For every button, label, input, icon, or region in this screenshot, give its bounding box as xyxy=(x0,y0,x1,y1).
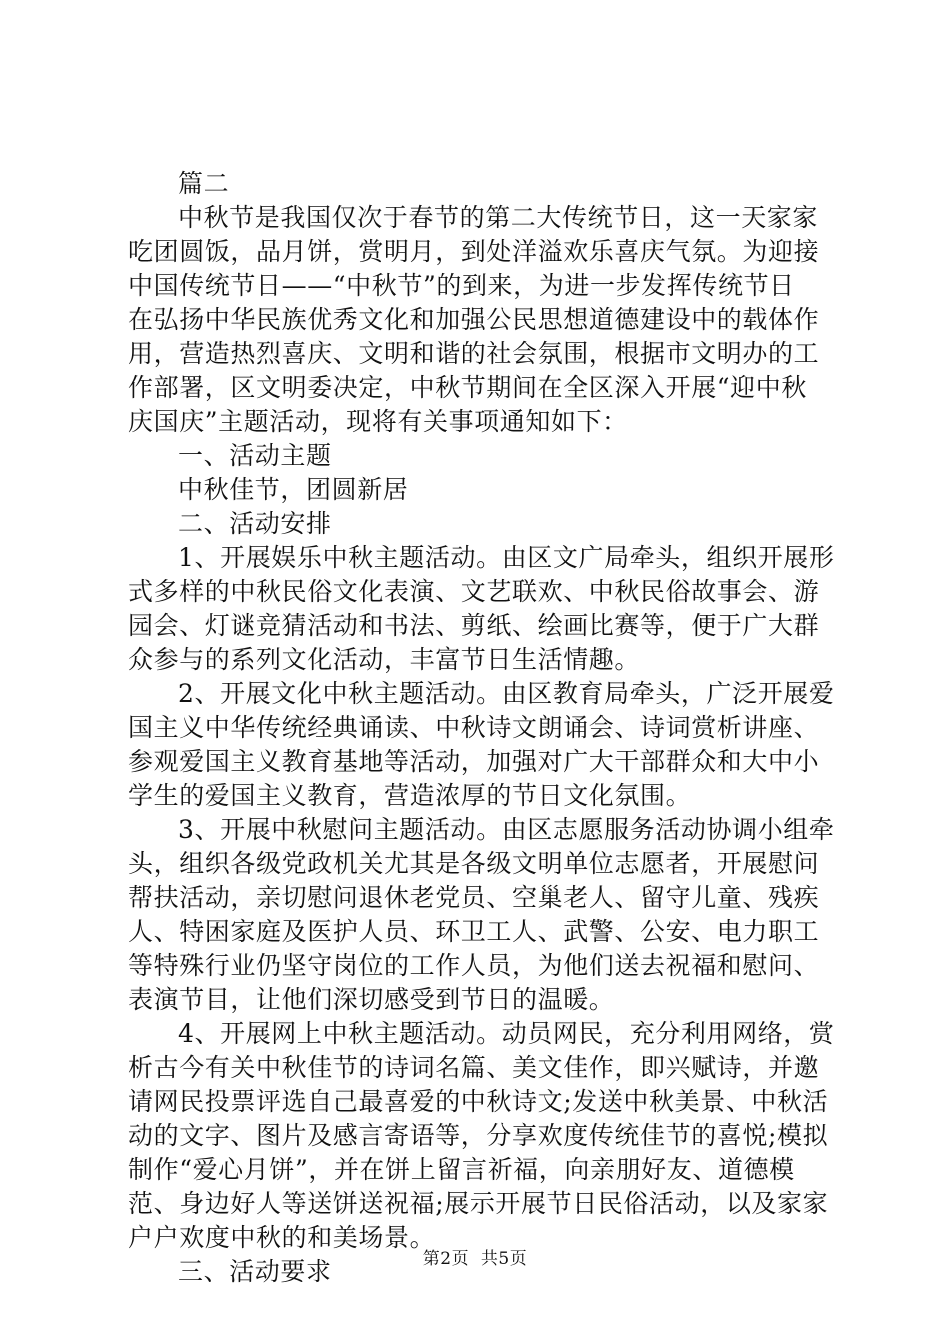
text-line: 学生的爱国主义教育，营造浓厚的节日文化氛围。 xyxy=(128,781,692,810)
text-line: 一、活动主题 xyxy=(178,441,332,470)
text-line: 制作“爱心月饼”，并在饼上留言祈福，向亲朋好友、道德模 xyxy=(128,1155,795,1184)
text-line: 等特殊行业仍坚守岗位的工作人员，为他们送去祝福和慰问、 xyxy=(128,951,820,980)
text-line: 园会、灯谜竞猜活动和书法、剪纸、绘画比赛等，便于广大群 xyxy=(128,611,820,640)
text-line: 式多样的中秋民俗文化表演、文艺联欢、中秋民俗故事会、游 xyxy=(128,577,820,606)
text-line: 帮扶活动，亲切慰问退休老党员、空巢老人、留守儿童、残疾 xyxy=(128,883,820,912)
text-line: 4、开展网上中秋主题活动。动员网民，充分利用网络，赏 xyxy=(178,1019,835,1048)
text-line: 析古今有关中秋佳节的诗词名篇、美文佳作，即兴赋诗，并邀 xyxy=(128,1053,820,1082)
text-line: 国主义中华传统经典诵读、中秋诗文朗诵会、诗词赏析讲座、 xyxy=(128,713,820,742)
page-number-label: 第2页 共5页 xyxy=(422,1249,528,1269)
text-line: 二、活动安排 xyxy=(178,509,332,538)
text-line: 动的文字、图片及感言寄语等，分享欢度传统佳节的喜悦;模拟 xyxy=(128,1121,829,1150)
text-line: 1、开展娱乐中秋主题活动。由区文广局牵头，组织开展形 xyxy=(178,543,835,572)
text-line: 户户欢度中秋的和美场景。 xyxy=(128,1223,436,1252)
text-line: 参观爱国主义教育基地等活动，加强对广大干部群众和大中小 xyxy=(128,747,820,776)
text-line: 中国传统节日——“中秋节”的到来，为进一步发挥传统节日 xyxy=(128,271,795,300)
text-line: 在弘扬中华民族优秀文化和加强公民思想道德建设中的载体作 xyxy=(128,305,820,334)
text-line: 3、开展中秋慰问主题活动。由区志愿服务活动协调小组牵 xyxy=(178,815,835,844)
document-body xyxy=(128,167,834,1289)
text-line: 众参与的系列文化活动，丰富节日生活情趣。 xyxy=(128,645,641,674)
text-line: 中秋佳节，团圆新居 xyxy=(178,475,409,504)
text-line: 2、开展文化中秋主题活动。由区教育局牵头，广泛开展爱 xyxy=(178,679,835,708)
text-line: 三、活动要求 xyxy=(178,1257,332,1286)
text-line: 范、身边好人等送饼送祝福;展示开展节日民俗活动，以及家家 xyxy=(128,1189,829,1218)
text-line: 表演节目，让他们深切感受到节日的温暖。 xyxy=(128,985,615,1014)
text-line: 篇二 xyxy=(178,169,230,198)
text-line: 人、特困家庭及医护人员、环卫工人、武警、公安、电力职工 xyxy=(128,917,820,946)
page-footer xyxy=(0,1244,950,1269)
text-line: 请网民投票评选自己最喜爱的中秋诗文;发送中秋美景、中秋活 xyxy=(128,1087,829,1116)
text-line: 庆国庆”主题活动，现将有关事项通知如下： xyxy=(128,407,628,436)
text-line: 中秋节是我国仅次于春节的第二大传统节日，这一天家家 xyxy=(178,203,819,232)
text-line: 吃团圆饭，品月饼，赏明月，到处洋溢欢乐喜庆气氛。为迎接 xyxy=(128,237,820,266)
text-line: 头，组织各级党政机关尤其是各级文明单位志愿者，开展慰问 xyxy=(128,849,820,878)
text-line: 作部署，区文明委决定，中秋节期间在全区深入开展“迎中秋 xyxy=(128,373,807,402)
text-line: 用，营造热烈喜庆、文明和谐的社会氛围，根据市文明办的工 xyxy=(128,339,820,368)
